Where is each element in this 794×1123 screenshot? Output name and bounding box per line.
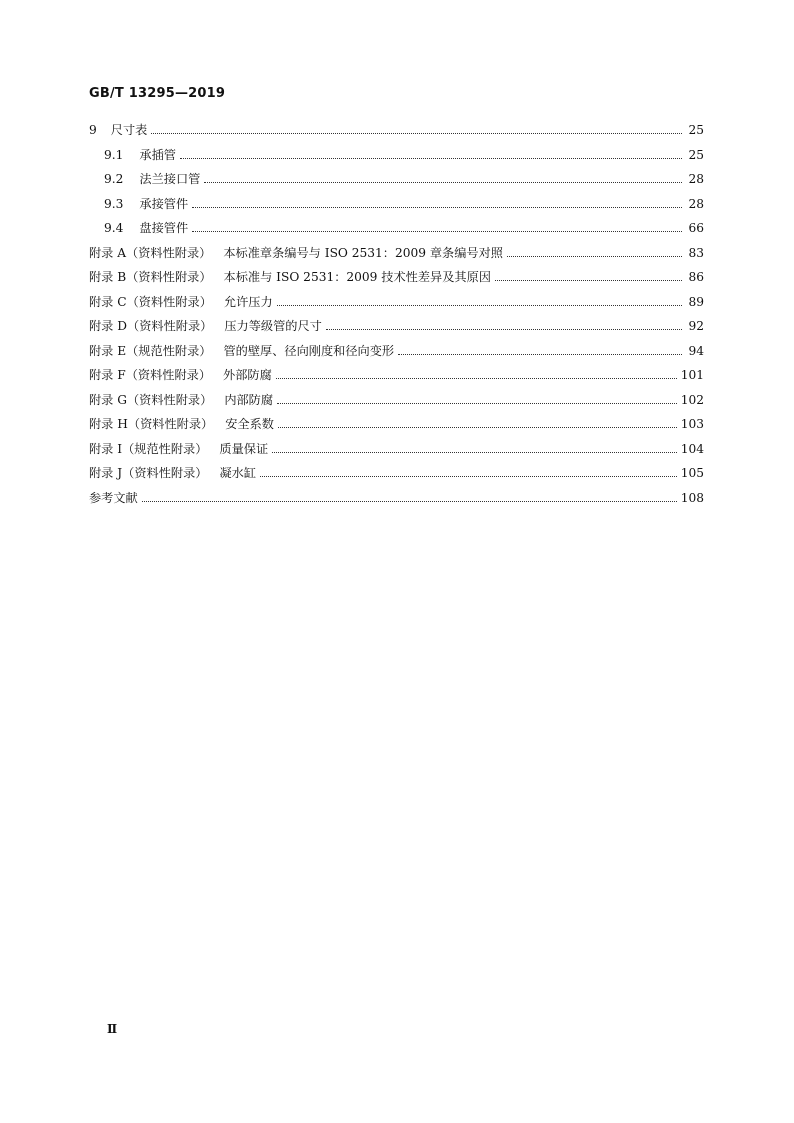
toc-entry-appendix-c[interactable] xyxy=(89,290,704,315)
toc-entry-title: 本标准与 ISO 2531：2009 技术性差异及其原因 xyxy=(223,270,491,285)
toc-entry-title: 尺寸表 xyxy=(110,123,148,138)
toc-entry-title: 参考文献 xyxy=(89,490,138,505)
toc-entry-page: 92 xyxy=(688,319,704,334)
toc-entry-title: 压力等级管的尺寸 xyxy=(224,319,322,334)
toc-entry-title: 本标准章条编号与 ISO 2531：2009 章条编号对照 xyxy=(223,245,503,260)
toc-entry-title: 承接管件 xyxy=(139,196,189,211)
toc-entry-9-1[interactable] xyxy=(89,143,704,168)
toc-entry-title: 盘接管件 xyxy=(139,221,189,236)
toc-entry-page: 28 xyxy=(688,196,704,211)
toc-entry-number: 附录 D（资料性附录） xyxy=(89,319,213,334)
toc-entry-number: 9.3 xyxy=(104,196,124,211)
toc-entry-title: 法兰接口管 xyxy=(139,172,201,187)
toc-entry-appendix-j[interactable] xyxy=(89,461,704,486)
toc-entry-title: 允许压力 xyxy=(223,294,273,309)
toc-entry-appendix-h[interactable] xyxy=(89,412,704,437)
toc-entry-page: 25 xyxy=(688,123,704,138)
toc-entry-page: 25 xyxy=(688,147,704,162)
toc-entry-title: 质量保证 xyxy=(219,441,269,456)
toc-entry-number: 9 xyxy=(89,123,97,138)
toc-leader-dots xyxy=(398,353,682,355)
toc-entry-9-3[interactable] xyxy=(89,192,704,217)
toc-entry-page: 89 xyxy=(688,294,704,309)
toc-leader-dots xyxy=(507,255,682,257)
toc-entry-title: 承插管 xyxy=(139,147,176,162)
toc-leader-dots xyxy=(260,475,677,477)
toc-entry-page: 105 xyxy=(680,466,704,481)
toc-entry-page: 86 xyxy=(688,270,704,285)
toc-entry-page: 66 xyxy=(688,221,704,236)
toc-entry-bibliography[interactable] xyxy=(89,486,704,511)
toc-entry-number: 附录 G（资料性附录） xyxy=(89,392,213,407)
toc-leader-dots xyxy=(495,279,682,281)
toc-entry-number: 附录 F（资料性附录） xyxy=(89,368,212,383)
toc-entry-number: 附录 H（资料性附录） xyxy=(89,417,214,432)
toc-entry-appendix-i[interactable] xyxy=(89,437,704,462)
toc-entry-appendix-f[interactable] xyxy=(89,363,704,388)
toc-entry-title: 内部防腐 xyxy=(224,392,274,407)
page-number-roman: Ⅱ xyxy=(107,1022,118,1036)
toc-entry-appendix-e[interactable] xyxy=(89,339,704,364)
toc-entry-page: 94 xyxy=(688,343,704,358)
toc-entry-title: 凝水缸 xyxy=(219,466,257,481)
toc-entry-number: 附录 C（资料性附录） xyxy=(89,294,212,309)
toc-entry-number: 附录 A（资料性附录） xyxy=(89,245,212,260)
toc-entry-appendix-g[interactable] xyxy=(89,388,704,413)
toc-entry-number: 附录 B（资料性附录） xyxy=(89,270,212,285)
toc-entry-appendix-a[interactable] xyxy=(89,241,704,266)
toc-leader-dots xyxy=(276,377,677,379)
toc-leader-dots xyxy=(278,426,677,428)
toc-entry-number: 9.1 xyxy=(104,147,124,162)
toc-entry-page: 102 xyxy=(680,392,704,407)
toc-entry-number: 附录 I（规范性附录） xyxy=(89,441,208,456)
toc-entry-number: 附录 E（规范性附录） xyxy=(89,343,212,358)
toc-leader-dots xyxy=(277,304,682,306)
toc-entry-page: 108 xyxy=(680,490,704,505)
toc-leader-dots xyxy=(192,230,682,232)
toc-entry-appendix-b[interactable] xyxy=(89,265,704,290)
toc-entry-9-4[interactable] xyxy=(89,216,704,241)
toc-entry-number: 附录 J（资料性附录） xyxy=(89,466,208,481)
toc-leader-dots xyxy=(277,402,677,404)
toc-leader-dots xyxy=(180,157,682,159)
table-of-contents xyxy=(89,118,704,510)
toc-entry-9[interactable] xyxy=(89,118,704,143)
toc-entry-number: 9.2 xyxy=(104,172,124,187)
toc-leader-dots xyxy=(142,500,677,502)
toc-leader-dots xyxy=(326,328,682,330)
toc-entry-page: 103 xyxy=(680,417,704,432)
toc-entry-appendix-d[interactable] xyxy=(89,314,704,339)
toc-entry-page: 28 xyxy=(688,172,704,187)
toc-entry-page: 104 xyxy=(680,441,704,456)
toc-entry-title: 管的壁厚、径向刚度和径向变形 xyxy=(223,343,395,358)
toc-entry-title: 外部防腐 xyxy=(223,368,272,383)
toc-leader-dots xyxy=(151,132,682,134)
toc-entry-title: 安全系数 xyxy=(225,417,274,432)
toc-entry-page: 83 xyxy=(688,245,704,260)
standard-code-header: GB/T 13295—2019 xyxy=(89,86,226,101)
toc-leader-dots xyxy=(192,206,682,208)
toc-entry-page: 101 xyxy=(680,368,704,383)
toc-entry-9-2[interactable] xyxy=(89,167,704,192)
toc-leader-dots xyxy=(204,181,682,183)
toc-entry-number: 9.4 xyxy=(104,221,124,236)
toc-leader-dots xyxy=(272,451,677,453)
